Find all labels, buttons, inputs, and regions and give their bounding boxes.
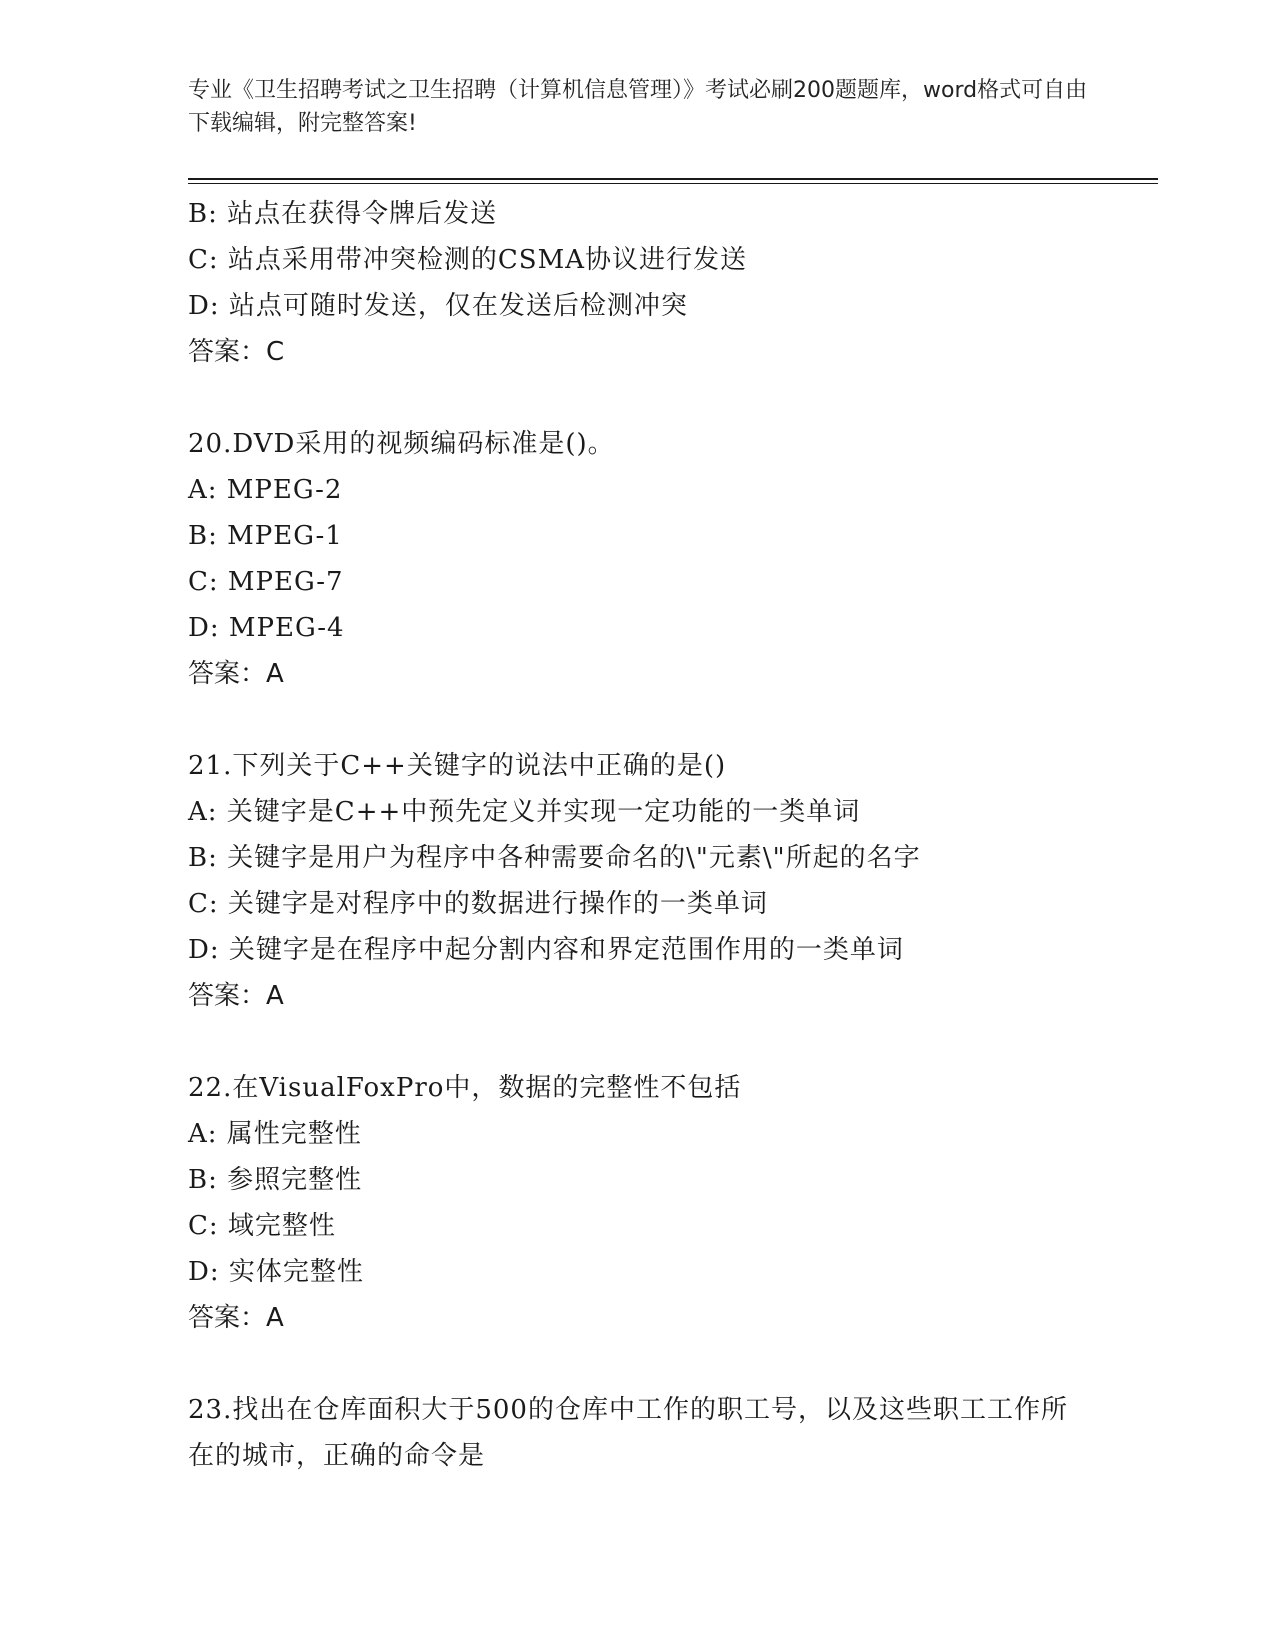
- question-block-20: [188, 421, 1158, 697]
- header-rule-thick: [188, 178, 1158, 180]
- answer-line: 答案：A: [188, 981, 284, 1011]
- question-list: [188, 191, 1158, 1479]
- header-rule-thin: [188, 183, 1158, 184]
- question-stem: 21.下列关于C++关键字的说法中正确的是(): [188, 751, 727, 781]
- question-stem: 23.找出在仓库面积大于500的仓库中工作的职工号，以及这些职工工作所在的城市，正确的命令是: [188, 1395, 1068, 1471]
- question-block-23: [188, 1387, 1158, 1479]
- option-d: D: 实体完整性: [188, 1257, 364, 1287]
- option-c: C: 站点采用带冲突检测的CSMA协议进行发送: [188, 245, 748, 275]
- option-a: A: 关键字是C++中预先定义并实现一定功能的一类单词: [188, 797, 861, 827]
- option-d: D: 关键字是在程序中起分割内容和界定范围作用的一类单词: [188, 935, 904, 965]
- option-d: D: 站点可随时发送，仅在发送后检测冲突: [188, 291, 688, 321]
- option-a: A: MPEG-2: [188, 475, 343, 505]
- option-b: B: 参照完整性: [188, 1165, 363, 1195]
- option-b: B: MPEG-1: [188, 521, 343, 551]
- question-block-22: [188, 1065, 1158, 1341]
- question-block-19: [188, 191, 1158, 375]
- question-block-21: [188, 743, 1158, 1019]
- option-c: C: 域完整性: [188, 1211, 336, 1241]
- document-header: 专业《卫生招聘考试之卫生招聘（计算机信息管理）》考试必刷200题题库，word格式可自由下载编辑，附完整答案!: [188, 78, 1088, 136]
- answer-line: 答案：A: [188, 1303, 284, 1333]
- question-stem: 20.DVD采用的视频编码标准是()。: [188, 429, 615, 459]
- option-c: C: MPEG-7: [188, 567, 344, 597]
- answer-line: 答案：A: [188, 659, 284, 689]
- option-b: B: 关键字是用户为程序中各种需要命名的\"元素\"所起的名字: [188, 843, 921, 873]
- option-d: D: MPEG-4: [188, 613, 345, 643]
- option-c: C: 关键字是对程序中的数据进行操作的一类单词: [188, 889, 768, 919]
- option-a: A: 属性完整性: [188, 1119, 362, 1149]
- answer-line: 答案：C: [188, 337, 285, 367]
- option-b: B: 站点在获得令牌后发送: [188, 199, 498, 229]
- question-stem: 22.在VisualFoxPro中，数据的完整性不包括: [188, 1073, 742, 1103]
